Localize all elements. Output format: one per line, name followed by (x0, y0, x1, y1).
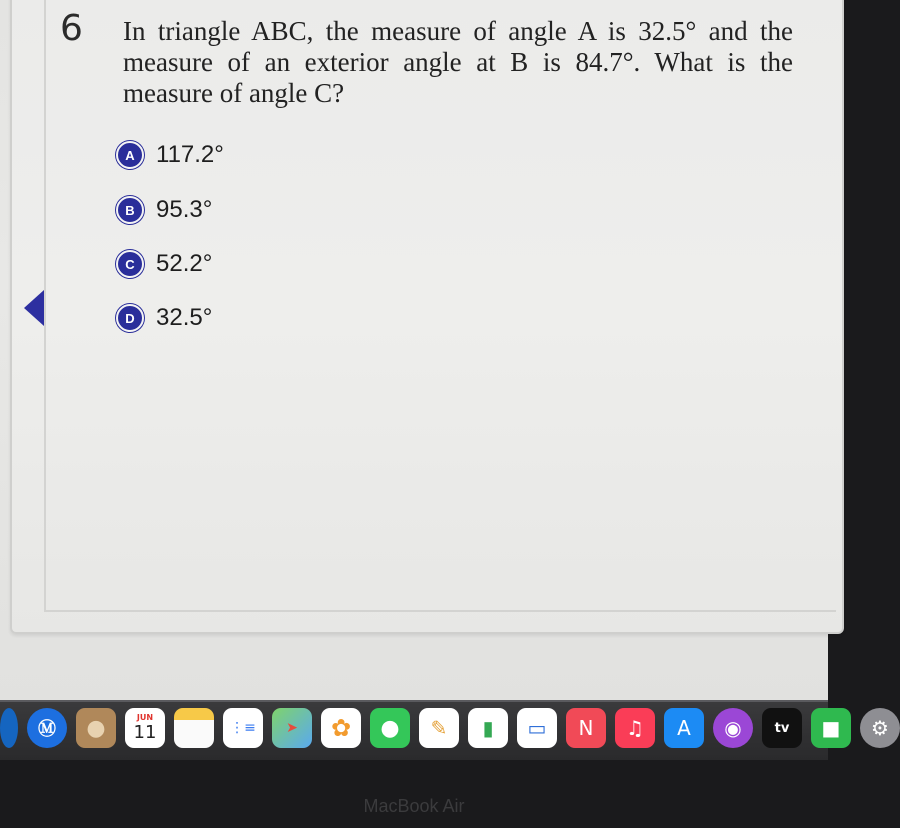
messages-icon[interactable]: ● (370, 708, 410, 748)
answer-choice-c[interactable] (116, 250, 212, 278)
choice-badge-d: D (116, 304, 144, 332)
system-preferences-icon[interactable]: ⚙ (860, 708, 900, 748)
question-number: 6 (60, 8, 83, 49)
choice-label-b: 95.3° (156, 196, 213, 223)
choice-label-a: 117.2° (156, 141, 224, 168)
maps-icon[interactable]: ➤ (272, 708, 312, 748)
photos-icon[interactable]: ✿ (321, 708, 361, 748)
choice-badge-b: B (116, 196, 144, 224)
answer-choice-b[interactable] (116, 196, 212, 224)
keynote-icon[interactable]: ▭ (517, 708, 557, 748)
choice-badge-a: A (116, 141, 144, 169)
apple-tv-label: tv (774, 720, 790, 736)
news-icon[interactable]: N (566, 708, 606, 748)
reminders-icon[interactable]: ⋮≡ (223, 708, 263, 748)
apple-tv-icon[interactable] (762, 708, 802, 748)
choice-label-c: 52.2° (156, 250, 213, 277)
numbers-icon[interactable]: ▮ (468, 708, 508, 748)
choice-badge-c: C (116, 250, 144, 278)
podcasts-icon[interactable]: ◉ (713, 708, 753, 748)
facetime-icon[interactable]: ■ (811, 708, 851, 748)
choice-label-d: 32.5° (156, 304, 213, 331)
answer-choice-a[interactable] (116, 141, 224, 169)
chrome-icon[interactable] (0, 708, 18, 748)
contacts-icon[interactable]: ● (76, 708, 116, 748)
calendar-icon[interactable] (125, 708, 165, 748)
calendar-month: JUN (136, 713, 154, 722)
notes-icon[interactable] (174, 708, 214, 748)
dock (0, 706, 889, 750)
music-icon[interactable]: ♫ (615, 708, 655, 748)
malwarebytes-icon[interactable]: Ⓜ (27, 708, 67, 748)
answer-choice-d[interactable] (116, 304, 212, 332)
device-label: MacBook Air (363, 796, 465, 816)
back-arrow-icon[interactable] (24, 290, 44, 326)
script-editor-icon[interactable]: ✎ (419, 708, 459, 748)
calendar-day: 11 (133, 722, 157, 743)
app-store-icon[interactable]: A (664, 708, 704, 748)
question-text: In triangle ABC, the measure of angle A is 32.5° and the measure of an exterior angle at B is 84.7°. What is the measure of angle C? (123, 16, 793, 108)
